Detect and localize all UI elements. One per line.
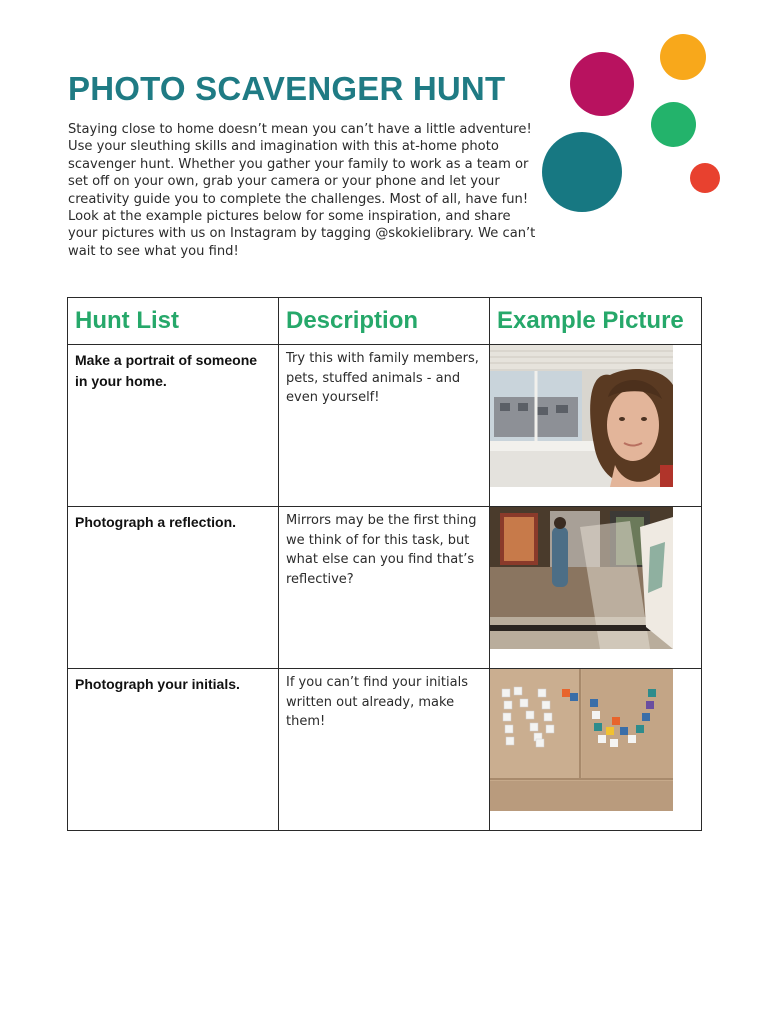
table-row	[68, 345, 702, 507]
intro-paragraph: Staying close to home doesn’t mean you can’t have a little adventure! Use your sleuthing skills and imagination with this at-home photo scavenger hunt. Whether you gather your family to work as a team or set off on your own, grab your camera or your phone and let your creativity guide you to complete the challenges. Most of all, have fun! Look at the example pictures below for some inspiration, and share your pictures with us on Instagram by tagging @skokielibrary. We can’t wait to see what you find!	[68, 122, 536, 259]
portrait-photo	[490, 345, 673, 487]
task-label: Make a portrait of someone in your home.	[75, 352, 258, 389]
header-hunt-list: Hunt List	[68, 298, 279, 345]
task-label: Photograph a reflection.	[75, 514, 237, 530]
table-header-row	[68, 298, 702, 345]
task-description: Mirrors may be the first thing we think of for this task, but what else can you find that’s reflective?	[286, 513, 477, 587]
red-dot	[690, 163, 720, 193]
task-description: Try this with family members, pets, stuffed animals - and even yourself!	[286, 351, 479, 405]
magenta-dot	[570, 52, 634, 116]
reflection-photo	[490, 507, 673, 649]
task-label: Photograph your initials.	[75, 676, 240, 692]
green-dot	[651, 102, 696, 147]
header-description: Description	[279, 298, 490, 345]
page-title: PHOTO SCAVENGER HUNT	[68, 70, 506, 107]
initials-photo	[490, 669, 673, 811]
hunt-table	[67, 297, 702, 831]
table-row	[68, 507, 702, 669]
header-example-picture: Example Picture	[490, 298, 702, 345]
table-row	[68, 669, 702, 831]
teal-dot	[542, 132, 622, 212]
task-description: If you can’t find your initials written out already, make them!	[286, 675, 468, 729]
orange-dot	[660, 34, 706, 80]
